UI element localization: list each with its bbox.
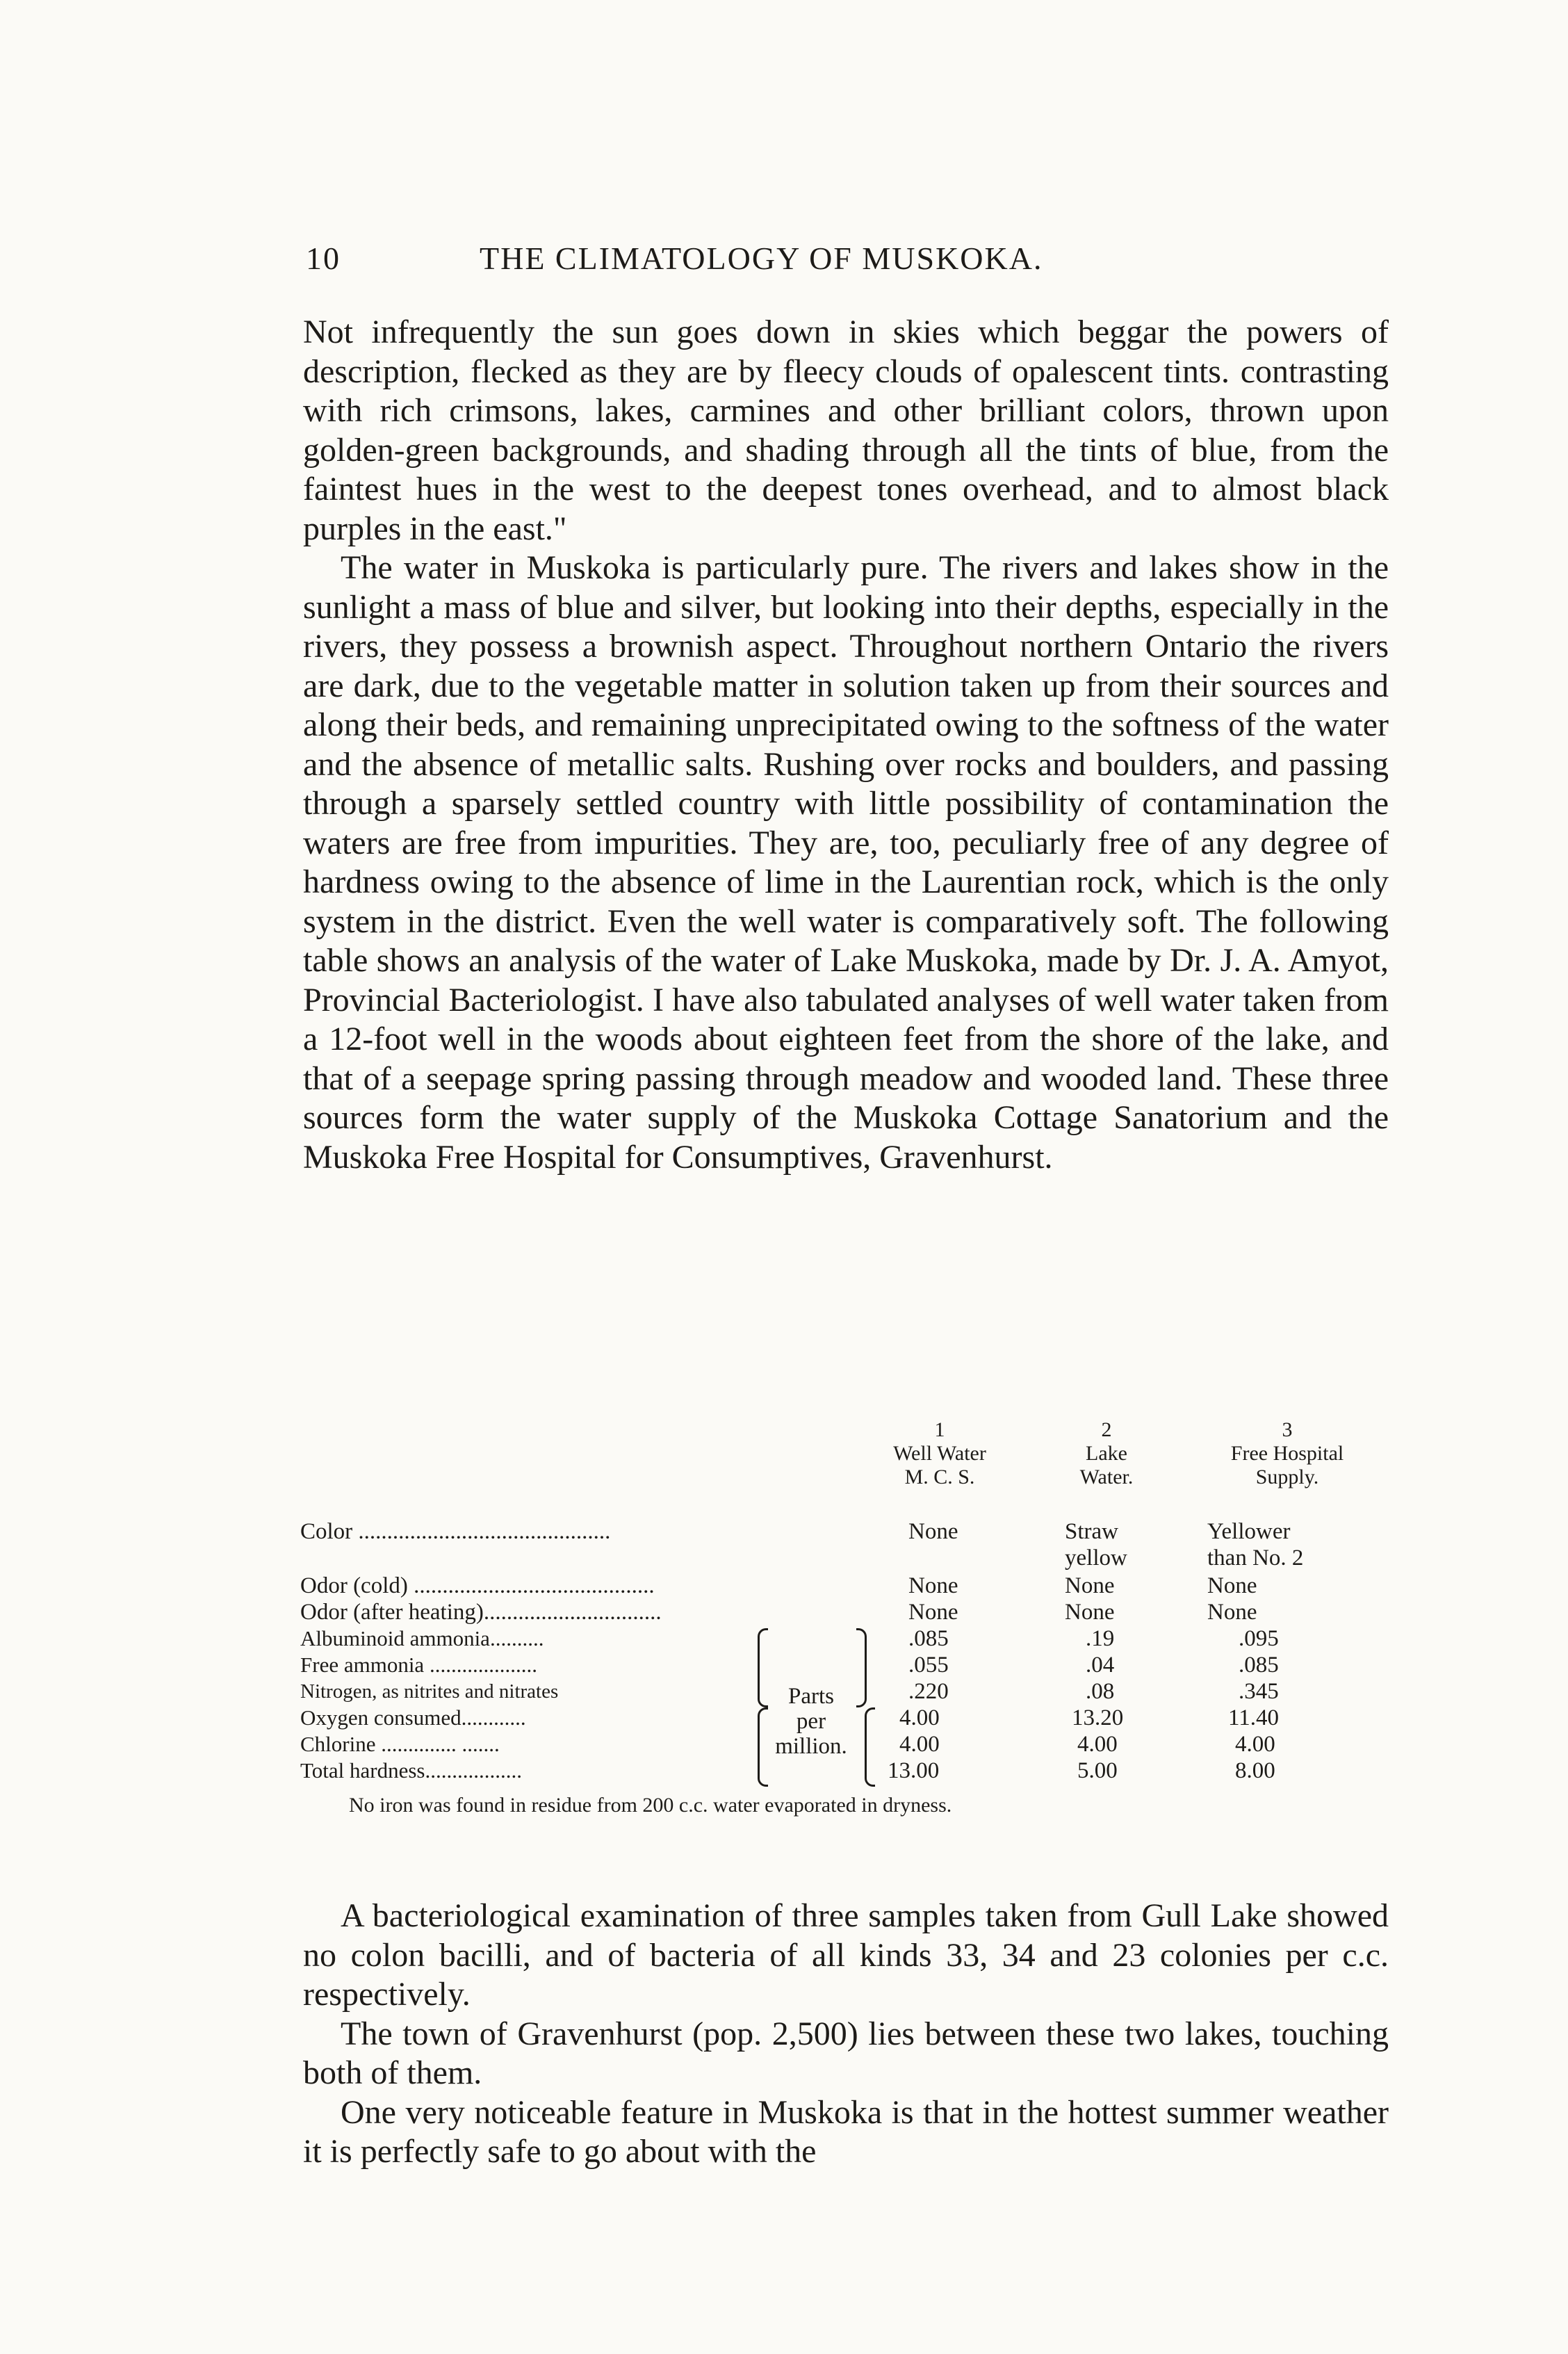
cell-1-hardness: 13.00: [888, 1758, 940, 1783]
cell-2-odor-cold: None: [1065, 1573, 1115, 1598]
cell-3-odor-cold: None: [1207, 1573, 1257, 1598]
left-brace: [758, 1628, 768, 1707]
col-1-header: 1 Well Water M. C. S.: [893, 1418, 986, 1488]
cell-1-albuminoid: .085: [908, 1626, 949, 1651]
cell-2-chlorine: 4.00: [1077, 1732, 1118, 1757]
cell-3-nitrogen: .345: [1239, 1679, 1279, 1704]
cell-1-free-ammonia: .055: [908, 1653, 949, 1678]
paragraph-summer: One very noticeable feature in Muskoka is that in the hottest summer weather it is perfectly safe to go about with the: [303, 2093, 1389, 2170]
page-header: [306, 240, 1390, 282]
row-label-chlorine: Chlorine .............. .......: [300, 1732, 500, 1756]
paragraph-gravenhurst: The town of Gravenhurst (pop. 2,500) lies between these two lakes, touching both of them.: [303, 2015, 1389, 2091]
row-label-nitrogen: Nitrogen, as nitrites and nitrates: [300, 1680, 559, 1703]
cell-2-albuminoid: .19: [1086, 1626, 1115, 1651]
row-label-odor-cold: Odor (cold) ..........................................: [300, 1573, 655, 1598]
row-label-oxygen: Oxygen consumed............: [300, 1705, 526, 1730]
cell-1-chlorine: 4.00: [899, 1732, 940, 1757]
cell-3-oxygen: 11.40: [1228, 1705, 1280, 1730]
water-analysis-table: [300, 1418, 1398, 1870]
right-brace: [856, 1628, 867, 1707]
row-label-albuminoid: Albuminoid ammonia..........: [300, 1626, 544, 1650]
row-label-odor-heating: Odor (after heating)...............................: [300, 1600, 662, 1625]
cell-2-nitrogen: .08: [1086, 1679, 1115, 1704]
cell-2-free-ammonia: .04: [1086, 1653, 1115, 1678]
cell-3-color: Yellower: [1207, 1519, 1291, 1544]
cell-1-color: None: [908, 1519, 958, 1544]
page-number: 10: [306, 241, 341, 276]
col-2-header: 2 Lake Water.: [1079, 1418, 1134, 1488]
cell-3-albuminoid: .095: [1239, 1626, 1279, 1651]
row-label-free-ammonia: Free ammonia ....................: [300, 1653, 537, 1677]
table-footnote: No iron was found in residue from 200 c.c. water evaporated in dryness.: [349, 1794, 952, 1817]
col-3-header: 3 Free Hospital Supply.: [1230, 1418, 1344, 1488]
paragraph-sunset: Not infrequently the sun goes down in skies which beggar the powers of description, flecked as they are by fleecy clouds of opalescent tints. contrasting with rich crimsons, lakes, carmines and other brilliant colors, thrown upon golden-green backgrounds, and shading through all the tints of blue, from the faintest hues in the west to the deepest tones overhead, and to almost black purples in the east.": [303, 314, 1389, 547]
cell-2-color-cont: yellow: [1065, 1545, 1127, 1570]
unit-label: Parts per million.: [775, 1684, 847, 1759]
cell-3-chlorine: 4.00: [1235, 1732, 1275, 1757]
row-label-hardness: Total hardness..................: [300, 1758, 522, 1783]
paragraph-bacteriology: A bacteriological examination of three samples taken from Gull Lake showed no colon bacilli, and of bacteria of all kinds 33, 34 and 23 colonies per c.c. respectively.: [303, 1897, 1389, 2013]
body-text-bottom: [303, 1897, 1389, 2172]
left-brace-lower: [758, 1707, 768, 1787]
cell-2-color: Straw: [1065, 1519, 1118, 1544]
cell-2-hardness: 5.00: [1077, 1758, 1118, 1783]
cell-1-oxygen: 4.00: [899, 1705, 940, 1730]
cell-3-hardness: 8.00: [1235, 1758, 1275, 1783]
right-brace-lower: [865, 1707, 875, 1787]
running-title: THE CLIMATOLOGY OF MUSKOKA.: [480, 241, 1043, 276]
cell-2-odor-heat: None: [1065, 1600, 1115, 1625]
cell-2-oxygen: 13.20: [1072, 1705, 1124, 1730]
paragraph-water: The water in Muskoka is particularly pure. The rivers and lakes show in the sunlight a mass of blue and silver, but looking into their depths, especially in the rivers, they possess a brownish aspect. Throughout northern Ontario the rivers are dark, due to the vegetable matter in solution taken up from their sources and along their beds, and remaining unprecipitated owing to the softness of the water and the absence of metallic salts. Rushing over rocks and boulders, and passing through a sparsely settled country with little possibility of contamination the waters are free from impurities. They are, too, peculiarly free of any degree of hardness owing to the absence of lime in the Laurentian rock, which is the only system in the district. Even the well water is comparatively soft. The following table shows an analysis of the water of Lake Muskoka, made by Dr. J. A. Amyot, Provincial Bacteriologist. I have also tabulated analyses of well water taken from a 12-foot well in the woods about eighteen feet from the shore of the lake, and that of a seepage spring passing through meadow and wooded land. These three sources form the water supply of the Muskoka Cottage Sanatorium and the Muskoka Free Hospital for Consumptives, Gravenhurst.: [303, 549, 1389, 1176]
cell-1-odor-cold: None: [908, 1573, 958, 1598]
cell-3-odor-heat: None: [1207, 1600, 1257, 1625]
cell-3-free-ammonia: .085: [1239, 1653, 1279, 1678]
body-text-top: [303, 313, 1389, 1177]
cell-1-nitrogen: .220: [908, 1679, 949, 1704]
cell-1-odor-heat: None: [908, 1600, 958, 1625]
row-label-color: Color ............................................: [300, 1519, 611, 1544]
cell-3-color-cont: than No. 2: [1207, 1545, 1304, 1570]
